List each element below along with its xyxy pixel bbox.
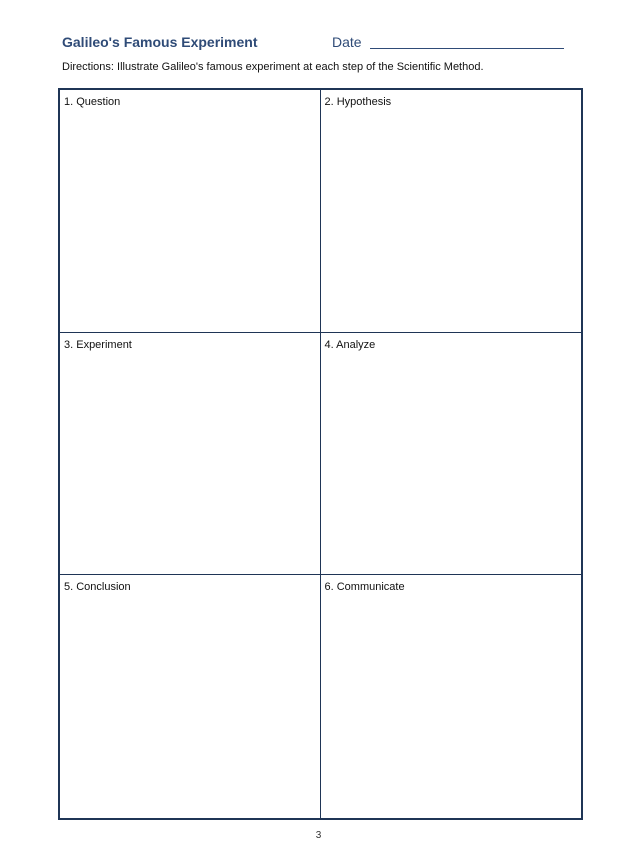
step-label: 2. Hypothesis [324,96,392,108]
directions-text: Directions: Illustrate Galileo's famous experiment at each step of the Scientific Method. [62,61,484,73]
step-box-communicate [321,575,582,818]
step-label: 6. Communicate [324,581,405,594]
step-box-analyze [321,333,582,576]
worksheet-title: Galileo's Famous Experiment [62,34,258,50]
scientific-method-grid [58,88,583,820]
step-box-experiment [60,333,321,576]
date-field [332,34,565,54]
step-label: 4. Analyze [324,338,376,351]
worksheet-header [62,34,582,56]
date-blank-line [370,48,564,49]
step-label: 3. Experiment [64,338,132,351]
step-box-question [60,90,321,333]
date-label: Date [332,34,362,50]
step-label: 1. Question [64,96,121,108]
step-box-hypothesis [321,90,582,333]
page-number: 3 [315,830,322,841]
step-box-conclusion [60,575,321,818]
step-label: 5. Conclusion [64,581,131,594]
